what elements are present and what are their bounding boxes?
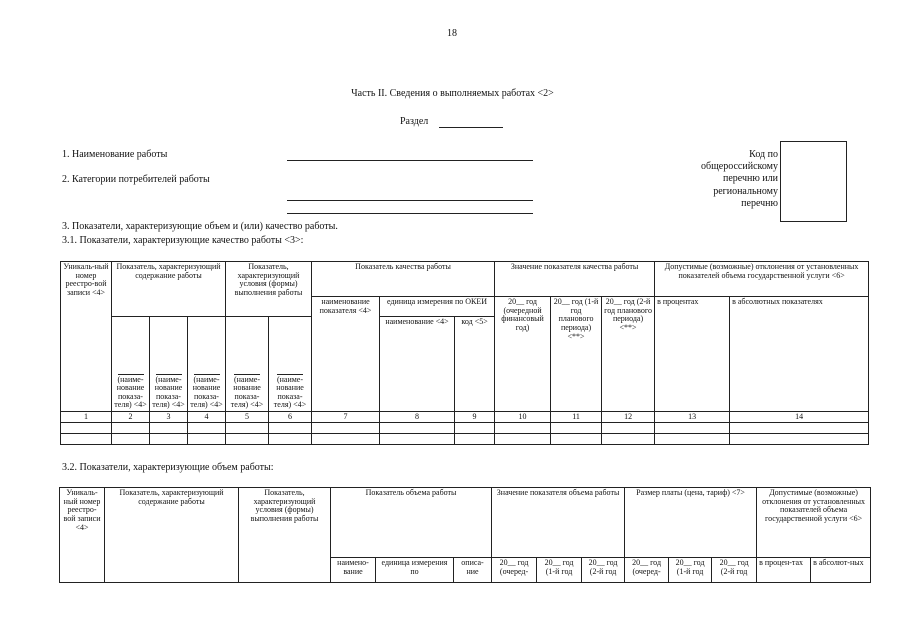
t2-header-value: Значение показателя объема работы — [492, 488, 625, 558]
t2-header-unit: единица измерения по — [376, 558, 454, 583]
t1-sub-conditions-2: (наиме-нование показа-теля) <4> — [269, 317, 312, 412]
registry-code-box[interactable] — [780, 141, 847, 222]
t2-header-conditions: Показатель, характеризующий условия (формы) выполнения работы — [239, 488, 331, 583]
consumers-field-line-2[interactable] — [287, 213, 533, 214]
t1-table-row[interactable] — [61, 423, 869, 434]
volume-indicators-table — [59, 487, 871, 583]
t1-header-quality: Показатель качества работы — [312, 262, 495, 297]
t2-header-unique-number: Уникаль-ный номер реестро-вой записи <4> — [60, 488, 105, 583]
section-number-field[interactable] — [439, 127, 503, 128]
t2-header-fee-year-1: 20__ год (очеред- — [625, 558, 669, 583]
t1-header-percent: в процентах — [655, 297, 730, 412]
t1-column-numbers: 1 2 3 4 5 6 7 8 9 10 11 12 13 14 — [61, 412, 869, 423]
t1-header-content: Показатель, характеризующий содержание работы — [112, 262, 226, 317]
t1-header-unit-code: код <5> — [455, 317, 495, 412]
registry-code-label: Код по общероссийскому перечню или региональному перечню — [701, 149, 778, 209]
t1-table-row[interactable] — [61, 434, 869, 445]
t2-header-fee: Размер платы (цена, тариф) <7> — [625, 488, 757, 558]
t1-sub-conditions-1: (наиме-нование показа-теля) <4> — [226, 317, 269, 412]
t1-sub-content-3: (наиме-нование показа-теля) <4> — [188, 317, 226, 412]
part-title: Часть II. Сведения о выполняемых работах <2> — [351, 88, 554, 99]
consumers-field-line-1[interactable] — [287, 200, 533, 201]
t1-header-value: Значение показателя качества работы — [495, 262, 655, 297]
t1-header-unique-number: Уникаль-ный номер реестро-вой записи <4> — [61, 262, 112, 412]
t1-sub-content-2: (наиме-нование показа-теля) <4> — [150, 317, 188, 412]
t1-header-unit: единица измерения по ОКЕИ — [380, 297, 495, 317]
t1-header-absolute: в абсолютных показателях — [730, 297, 869, 412]
t2-header-description: описа-ние — [454, 558, 492, 583]
t2-header-value-year-3: 20__ год (2-й год — [582, 558, 625, 583]
section-3-1-heading: 3.1. Показатели, характеризующие качество работы <3>: — [62, 235, 304, 246]
t1-header-indicator-name: наименование показателя <4> — [312, 297, 380, 412]
page-number: 18 — [447, 28, 457, 39]
t1-sub-content-1: (наиме-нование показа-теля) <4> — [112, 317, 150, 412]
t2-header-percent: в процен-тах — [757, 558, 811, 583]
t2-header-value-year-2: 20__ год (1-й год — [537, 558, 582, 583]
work-name-label: 1. Наименование работы — [62, 149, 168, 160]
t2-header-name: наимено-вание — [331, 558, 376, 583]
t2-header-value-year-1: 20__ год (очеред- — [492, 558, 537, 583]
section-3-heading: 3. Показатели, характеризующие объем и (или) качество работы. — [62, 221, 338, 232]
t1-header-year-1: 20__ год (очередной финансовый год) — [495, 297, 551, 412]
t2-header-fee-year-2: 20__ год (1-й год — [669, 558, 712, 583]
t2-header-absolute: в абсолют-ных — [811, 558, 871, 583]
t2-header-content: Показатель, характеризующий содержание работы — [105, 488, 239, 583]
section-label: Раздел — [400, 116, 429, 127]
work-name-field[interactable] — [287, 160, 533, 161]
t1-header-conditions: Показатель, характеризующий условия (формы) выполнения работы — [226, 262, 312, 317]
t2-header-deviation: Допустимые (возможные) отклонения от установленных показателей объема государственной услуги <6> — [757, 488, 871, 558]
t1-header-year-3: 20__ год (2-й год планового периода) <**> — [602, 297, 655, 412]
t1-header-deviation: Допустимые (возможные) отклонения от установленных показателей объема государственной услуги <6> — [655, 262, 869, 297]
section-3-2-heading: 3.2. Показатели, характеризующие объем работы: — [62, 462, 274, 473]
t1-header-year-2: 20__ год (1-й год планового периода) <**> — [551, 297, 602, 412]
consumers-label: 2. Категории потребителей работы — [62, 174, 210, 185]
t2-header-volume: Показатель объема работы — [331, 488, 492, 558]
quality-indicators-table — [60, 261, 869, 445]
t2-header-fee-year-3: 20__ год (2-й год — [712, 558, 757, 583]
t1-header-unit-name: наименование <4> — [380, 317, 455, 412]
